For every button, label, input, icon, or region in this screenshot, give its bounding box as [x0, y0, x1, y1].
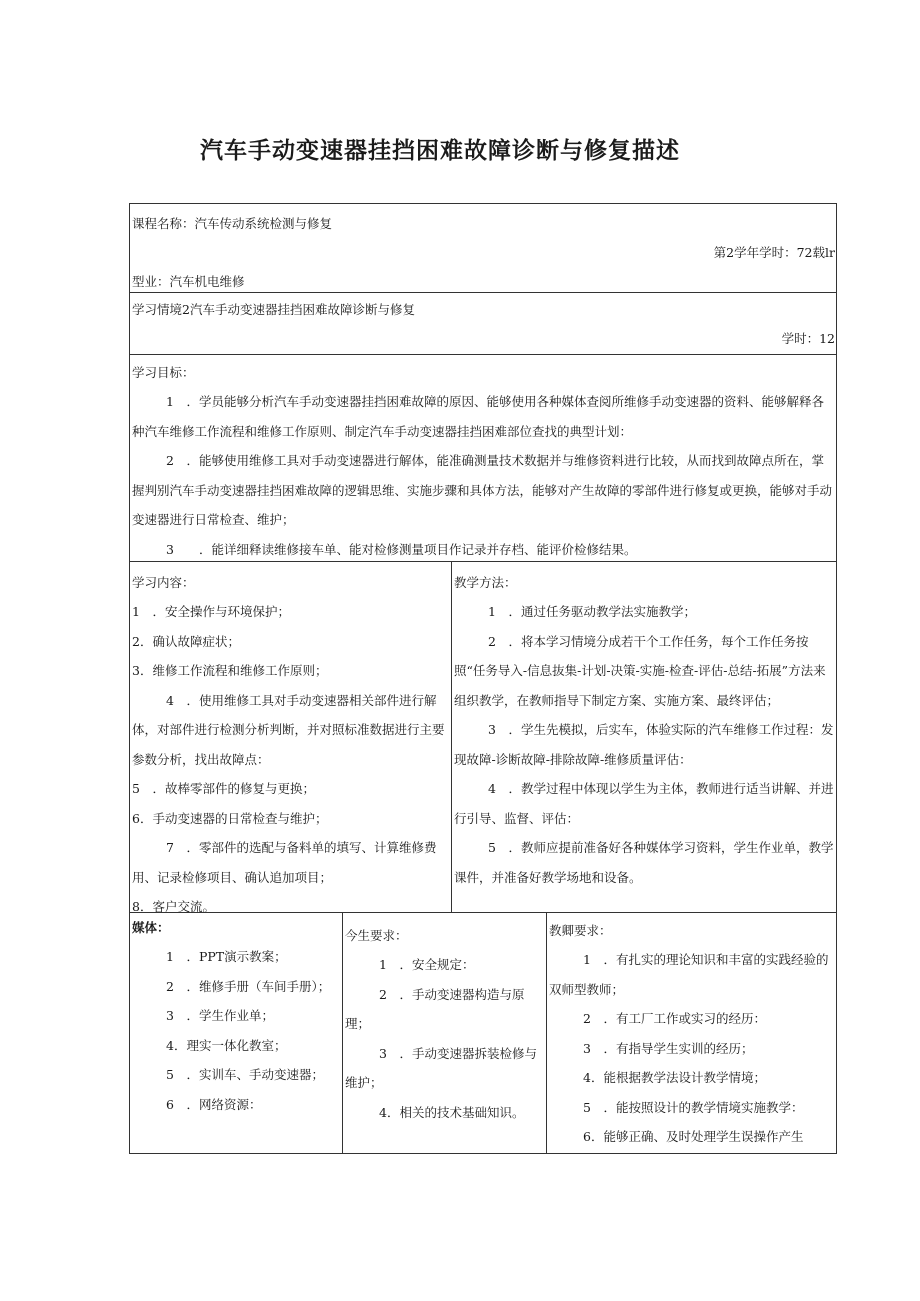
media-item: 6 ．网络资源： [166, 1096, 262, 1112]
content-item: 2．确认故障症状； [132, 633, 240, 649]
content-item: 3．维修工作流程和维修工作原则； [132, 663, 328, 678]
objective-item: 3 ．能详细释读维修接车单、能对检修测量项目作记录并存档、能评价检修结果。 [166, 541, 637, 557]
content-method-row [130, 562, 836, 913]
media-label: 媒体： [132, 920, 170, 935]
student-column [343, 913, 547, 1153]
teacher-column [547, 913, 836, 1153]
content-item: 7 ．零部件的选配与备料单的填写、计算维修费用、记录检修项目、确认追加项目； [132, 840, 437, 885]
situation-name: 学习情境2汽车手动变速器挂挡困难故障诊断与修复 [132, 302, 415, 317]
method-column [452, 562, 836, 912]
course-info-row [130, 204, 836, 293]
objective-item: 1 ．学员能够分析汽车手动变速器挂挡困难故障的原因、能够使用各种媒体查阅所维修手动变速器的资料、能够解释各种汽车维修工作流程和维修工作原则、制定汽车手动变速器挂挡困难部位查找的典型计划： [132, 394, 824, 439]
media-item: 5 ．实训车、手动变速器； [166, 1067, 324, 1082]
teacher-item: 6．能够正确、及时处理学生误操作产生 [583, 1129, 804, 1144]
student-item: 3 ．手动变速器拆装检修与维护； [345, 1045, 537, 1090]
objectives-label: 学习目标： [132, 365, 195, 380]
student-label: 今生要求： [345, 928, 408, 943]
content-item: 1 ．安全操作与环境保护； [132, 604, 290, 619]
teacher-item: 5 ．能按照设计的教学情境实施教学： [583, 1099, 804, 1115]
method-item: 4 ．教学过程中体现以学生为主体，教师进行适当讲解、并进行引导、监督、评估： [454, 781, 834, 826]
teacher-item: 1 ．有扎实的理论知识和丰富的实践经验的双师型教师； [549, 952, 829, 997]
media-column [130, 913, 343, 1153]
method-item: 1 ．通过任务驱动教学法实施教学； [488, 604, 696, 619]
student-item: 1 ．安全规定： [379, 957, 475, 972]
content-column [130, 562, 452, 912]
content-label: 学习内容： [132, 575, 195, 590]
objectives-row [130, 355, 836, 562]
situation-row [130, 293, 836, 355]
student-item: 4．相关的技术基础知识。 [379, 1104, 525, 1120]
semester-hours: 第2学年学时：72载lr [713, 245, 835, 260]
document-title: 汽车手动变速器挂挡困难故障诊断与修复描述 [200, 138, 680, 164]
content-item: 4 ．使用维修工具对手动变速器相关部件进行解体，对部件进行检测分析判断，并对照标准数据进行主要参数分析，找出故障点： [132, 692, 445, 767]
teacher-item: 2 ．有工厂工作或实习的经历： [583, 1011, 766, 1026]
teacher-item: 3 ．有指导学生实训的经历； [583, 1040, 754, 1056]
method-item: 3 ．学生先模拟，后实车，体验实际的汽车维修工作过程：发现故障-诊断故障-排除故障-维修质量评估： [454, 722, 834, 767]
content-item: 5 ．故棒零部件的修复与更换； [132, 781, 315, 796]
course-name: 课程名称：汽车传动系统检测与修复 [132, 216, 333, 231]
situation-hours: 学时：12 [781, 331, 835, 346]
lesson-plan-table [129, 203, 837, 1154]
requirements-row [130, 913, 836, 1153]
content-item: 6．手动变速器的日常检查与维护； [132, 810, 328, 826]
teacher-item: 4．能根据教学法设计教学情境； [583, 1070, 766, 1085]
student-item: 2 ．手动变速器构造与原理； [345, 986, 525, 1031]
media-item: 1 ．PPT演示教案； [166, 949, 287, 964]
major: 型业：汽车机电维修 [132, 274, 245, 289]
objective-item: 2 ．能够使用维修工具对手动变速器进行解体，能准确测量技术数据并与维修资料进行比较，从而找到故障点所在，掌握判别汽车手动变速器挂挡困难故障的逻辑思维、实施步骤和具体方法，能够对产生故障的零部件进行修复或更换，能够对手动变速器进行日常检查、维护； [132, 453, 833, 527]
method-item: 5 ．教师应提前准备好各种媒体学习资料，学生作业单，教学课件，并准备好教学场地和设备。 [454, 840, 834, 885]
media-item: 3 ．学生作业单； [166, 1008, 274, 1023]
method-label: 教学方法： [454, 575, 517, 590]
media-item: 2 ．维修手册（车间手册）； [166, 978, 331, 994]
teacher-label: 教卿要求： [549, 923, 612, 938]
media-item: 4．理实一体化教室； [166, 1037, 287, 1053]
method-item: 2 ．将本学习情境分成若干个工作任务，每个工作任务按照“任务导入-信息抜集-计划-决策-实施-检查-评估-总结-拓展”方法来组织教学，在教师指导下制定方案、实施方案、最终评估； [454, 633, 826, 708]
content-item: 8．客户交流。 [132, 899, 215, 912]
